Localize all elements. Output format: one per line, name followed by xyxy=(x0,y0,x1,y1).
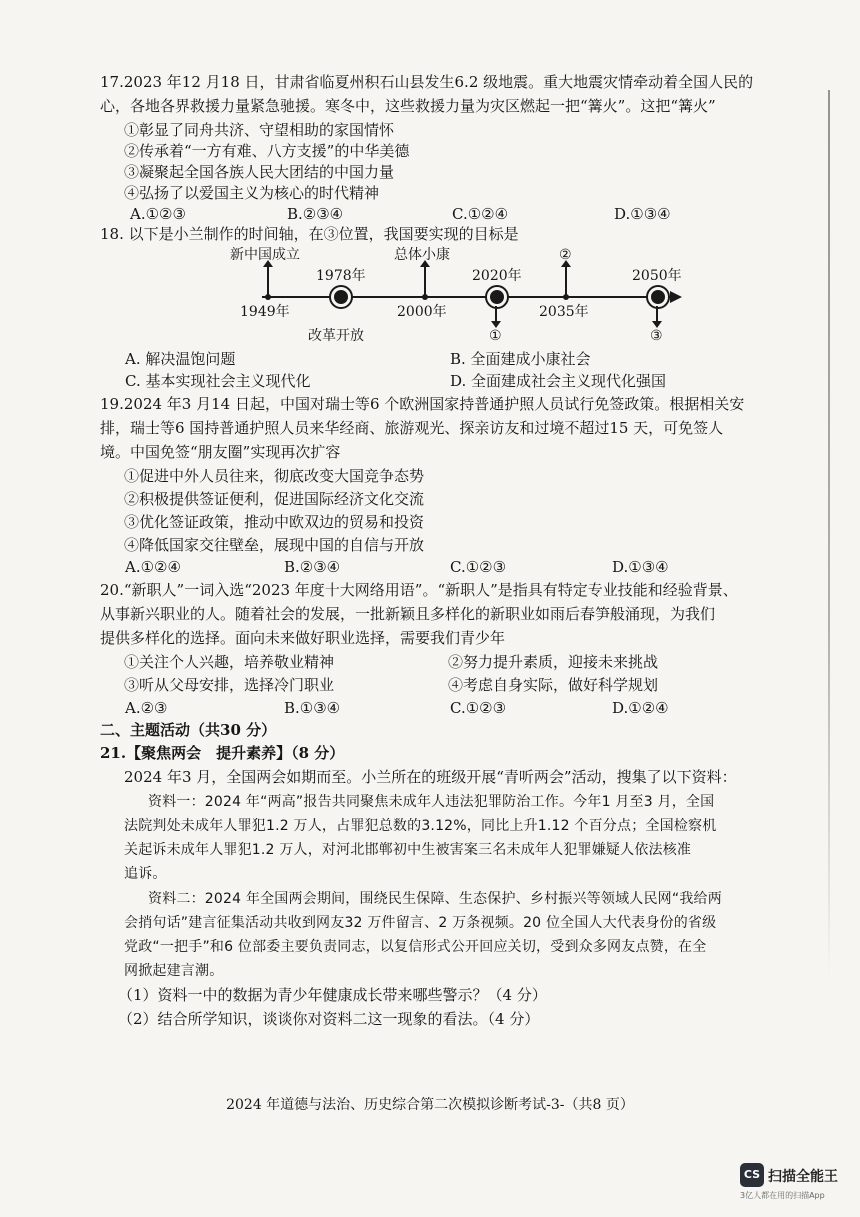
q17-item-4: ④弘扬了以爱国主义为核心的时代精神 xyxy=(124,184,380,202)
timeline-year-2000: 2000年 xyxy=(397,304,447,320)
q21-question-2: （2）结合所学知识，谈谈你对资料二这一现象的看法。（4 分） xyxy=(118,1010,540,1028)
q18-option-b: B. 全面建成小康社会 xyxy=(450,350,591,368)
q18-option-c: C. 基本实现社会主义现代化 xyxy=(125,372,311,390)
q17-stem-line-1: 17.2023 年12 月18 日，甘肃省临夏州积石山县发生6.2 级地震。重大地震灾情牵动着全国人民的 xyxy=(100,73,754,91)
q19-option-d: D.①③④ xyxy=(612,558,669,576)
timeline-arrowhead xyxy=(670,291,682,303)
q19-item-1: ①促进中外人员往来，彻底改变大国竞争态势 xyxy=(124,467,425,485)
q17-option-b: B.②③④ xyxy=(287,205,344,223)
scan-edge-shadow xyxy=(828,90,830,980)
timeline-mark-3: ③ xyxy=(650,328,663,344)
q20-item-2: ②努力提升素质，迎接未来挑战 xyxy=(448,653,659,671)
q19-stem-line-3: 境。中国免签“朋友圈”实现再次扩容 xyxy=(100,443,341,461)
q20-stem-line-2: 从事新兴职业的人。随着社会的发展，一批新颖且多样化的新职业如雨后春笋般涌现，为我们 xyxy=(100,605,716,623)
timeline-year-2020: 2020年 xyxy=(472,268,522,284)
q17-stem-line-2: 心，各地各界救援力量紧急驰援。寒冬中，这些救援力量为灾区燃起一把“篝火”。这把“篝火” xyxy=(100,97,716,115)
timeline-year-1978: 1978年 xyxy=(316,268,366,284)
q20-item-4: ④考虑自身实际，做好科学规划 xyxy=(448,676,659,694)
q21-material2-line-1: 资料二：2024 年全国两会期间，围绕民生保障、生态保护、乡村振兴等领域人民网“我给两 xyxy=(148,891,722,907)
q21-title: 21.【聚焦两会 提升素养】（8 分） xyxy=(100,744,345,762)
q20-option-d: D.①②④ xyxy=(612,699,669,717)
timeline-event-2000: 总体小康 xyxy=(394,247,450,263)
timeline-mark-1: ① xyxy=(489,328,502,344)
q17-option-d: D.①③④ xyxy=(614,205,671,223)
q20-option-b: B.①③④ xyxy=(284,699,341,717)
q19-item-4: ④降低国家交往壁垒，展现中国的自信与开放 xyxy=(124,536,425,554)
page-footer: 2024 年道德与法治、历史综合第二次模拟诊断考试-3-（共8 页） xyxy=(226,1097,634,1113)
timeline-event-1978: 改革开放 xyxy=(308,328,364,344)
timeline-node-1978 xyxy=(331,287,351,307)
q21-material2-line-4: 网掀起建言潮。 xyxy=(124,963,224,979)
section-2-heading: 二、主题活动（共30 分） xyxy=(100,721,277,739)
q21-material2-line-3: 党政“一把手”和6 位部委主要负责同志，以复信形式公开回应关切，受到众多网友点赞，在全 xyxy=(124,939,707,955)
q19-option-b: B.②③④ xyxy=(284,558,341,576)
timeline-year-1949: 1949年 xyxy=(240,304,290,320)
timeline-dot-2000 xyxy=(422,294,428,300)
timeline-event-1949: 新中国成立 xyxy=(230,247,300,263)
timeline-down-arrow-2020 xyxy=(495,306,497,322)
timeline-mark-2: ② xyxy=(559,247,572,263)
timeline-down-arrow-2050 xyxy=(656,306,658,322)
q18-option-a: A. 解决温饱问题 xyxy=(125,350,236,368)
q20-item-3: ③听从父母安排，选择冷门职业 xyxy=(124,676,335,694)
q20-item-1: ①关注个人兴趣，培养敬业精神 xyxy=(124,653,335,671)
q17-item-1: ①彰显了同舟共济、守望相助的家国情怀 xyxy=(124,121,395,139)
scanner-brand-name: 扫描全能王 xyxy=(768,1169,838,1185)
q20-option-a: A.②③ xyxy=(125,699,168,717)
timeline-node-2020 xyxy=(487,287,507,307)
q19-item-2: ②积极提供签证便利，促进国际经济文化交流 xyxy=(124,490,425,508)
q17-option-c: C.①②④ xyxy=(452,205,509,223)
q20-stem-line-1: 20.“新职人”一词入选“2023 年度十大网络用语”。“新职人”是指具有特定专业技能和经验背景、 xyxy=(100,581,738,599)
q21-intro: 2024 年3 月，全国两会如期而至。小兰所在的班级开展“青听两会”活动，搜集了以下资料： xyxy=(124,768,737,786)
q21-material2-line-2: 会捎句话”建言征集活动共收到网友32 万件留言、2 万条视频。20 位全国人大代表身份的省级 xyxy=(124,915,717,931)
scanner-brand-tagline: 3亿人都在用的扫描App xyxy=(740,1191,825,1200)
q19-stem-line-2: 排，瑞士等6 国持普通护照人员来华经商、旅游观光、探亲访友和过境不超过15 天，可免签人 xyxy=(100,419,724,437)
timeline-node-2050 xyxy=(648,287,668,307)
timeline-dot-1949 xyxy=(265,294,271,300)
q21-material1-line-1: 资料一：2024 年“两高”报告共同聚焦未成年人违法犯罪防治工作。今年1 月至3 月，全国 xyxy=(148,794,715,810)
q20-option-c: C.①②③ xyxy=(450,699,507,717)
q19-option-a: A.①②④ xyxy=(125,558,181,576)
q17-item-2: ②传承着“一方有难、八方支援”的中华美德 xyxy=(124,142,410,160)
scanner-watermark xyxy=(740,1163,850,1203)
q21-question-1: （1）资料一中的数据为青少年健康成长带来哪些警示？（4 分） xyxy=(118,986,547,1004)
q17-item-3: ③凝聚起全国各族人民大团结的中国力量 xyxy=(124,163,395,181)
timeline-up-arrow-2000 xyxy=(424,266,426,296)
q19-stem-line-1: 19.2024 年3 月14 日起，中国对瑞士等6 个欧洲国家持普通护照人员试行免签政策。根据相关安 xyxy=(100,395,745,413)
q18-option-d: D. 全面建成社会主义现代化强国 xyxy=(450,372,667,390)
q20-stem-line-3: 提供多样化的选择。面向未来做好职业选择，需要我们青少年 xyxy=(100,629,506,647)
q18-stem: 18. 以下是小兰制作的时间轴，在③位置，我国要实现的目标是 xyxy=(100,225,519,243)
timeline-year-2050: 2050年 xyxy=(632,268,682,284)
q21-material1-line-4: 追诉。 xyxy=(124,866,167,882)
q21-material1-line-2: 法院判处未成年人罪犯1.2 万人，占罪犯总数的3.12%，同比上升1.12 个百分点；全国检察机 xyxy=(124,818,717,834)
timeline-year-2035: 2035年 xyxy=(539,304,589,320)
q17-option-a: A.①②③ xyxy=(130,205,186,223)
q19-option-c: C.①②③ xyxy=(450,558,507,576)
timeline-dot-2035 xyxy=(563,294,569,300)
timeline-diagram xyxy=(200,244,700,348)
camscanner-logo-icon: CS xyxy=(740,1163,764,1187)
q21-material1-line-3: 关起诉未成年人罪犯1.2 万人，对河北邯郸初中生被害案三名未成年人犯罪嫌疑人依法核准 xyxy=(124,842,692,858)
timeline-up-arrow-2035 xyxy=(565,266,567,296)
timeline-up-arrow-1949 xyxy=(267,266,269,296)
timeline-axis xyxy=(262,296,672,298)
q19-item-3: ③优化签证政策，推动中欧双边的贸易和投资 xyxy=(124,513,425,531)
